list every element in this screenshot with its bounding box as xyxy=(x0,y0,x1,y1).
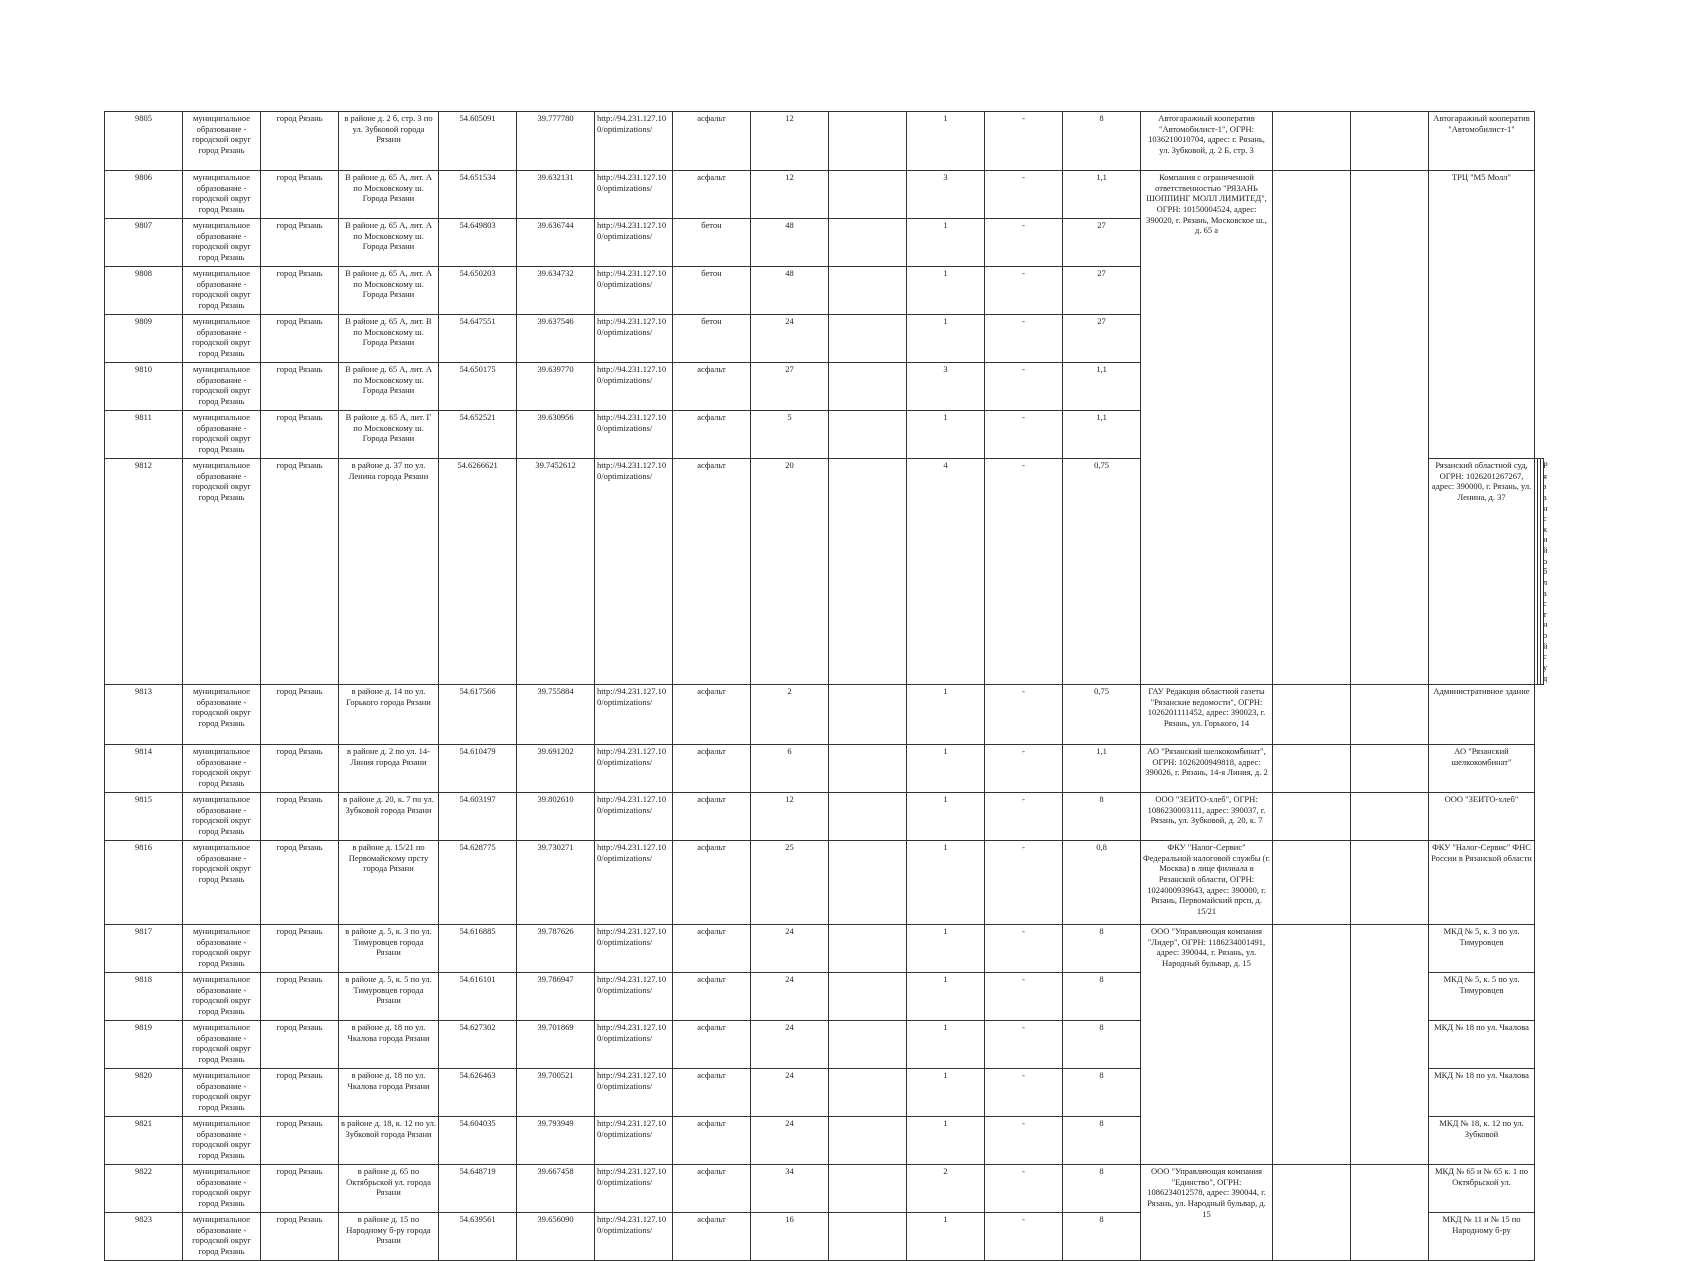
surface-cell: асфальт xyxy=(673,793,751,841)
surface-cell: асфальт xyxy=(673,171,751,219)
longitude-cell: 39.802610 xyxy=(517,793,595,841)
city-cell: город Рязань xyxy=(261,685,339,745)
surface-cell: асфальт xyxy=(673,1117,751,1165)
address-cell: в районе д. 18 по ул. Чкалова города Рязани xyxy=(339,1021,439,1069)
latitude-cell: 54.626463 xyxy=(439,1069,517,1117)
area-cell: 24 xyxy=(751,973,829,1021)
empty-cell xyxy=(1273,685,1351,745)
source-object-cell: МКД № 11 и № 15 по Народному б-ру xyxy=(1429,1213,1535,1261)
map-link-cell[interactable]: http://94.231.127.100/optimizations/ xyxy=(595,315,673,363)
empty-cell xyxy=(1273,1165,1351,1261)
latitude-cell: 54.627302 xyxy=(439,1021,517,1069)
table-row xyxy=(105,685,1544,745)
longitude-cell: 39.793949 xyxy=(517,1117,595,1165)
address-cell: в районе д. 15 по Народному б-ру города Рязани xyxy=(339,1213,439,1261)
map-link-cell[interactable]: http://94.231.127.100/optimizations/ xyxy=(595,1069,673,1117)
latitude-cell: 54.652521 xyxy=(439,411,517,459)
container-count-cell: 3 xyxy=(907,363,985,411)
area-cell: 5 xyxy=(751,411,829,459)
area-cell: 24 xyxy=(751,315,829,363)
city-cell: город Рязань xyxy=(261,171,339,219)
volume-cell: 1,1 xyxy=(1063,171,1141,219)
city-cell: город Рязань xyxy=(261,973,339,1021)
dash-cell: - xyxy=(985,1117,1063,1165)
map-link-cell[interactable]: http://94.231.127.100/optimizations/ xyxy=(595,1165,673,1213)
row-number-cell: 9811 xyxy=(105,411,183,459)
volume-cell: 8 xyxy=(1063,973,1141,1021)
map-link-cell[interactable]: http://94.231.127.100/optimizations/ xyxy=(595,973,673,1021)
empty-cell xyxy=(829,841,907,925)
empty-cell xyxy=(829,1069,907,1117)
area-cell: 12 xyxy=(751,171,829,219)
latitude-cell: 54.649803 xyxy=(439,219,517,267)
map-link-cell[interactable]: http://94.231.127.100/optimizations/ xyxy=(595,267,673,315)
container-count-cell: 1 xyxy=(907,1213,985,1261)
municipality-cell: муниципальное образование - городской округ город Рязань xyxy=(183,315,261,363)
dash-cell: - xyxy=(985,171,1063,219)
table-row xyxy=(105,1165,1544,1213)
empty-cell xyxy=(829,1165,907,1213)
volume-cell: 8 xyxy=(1063,112,1141,171)
latitude-cell: 54.650203 xyxy=(439,267,517,315)
municipality-cell: муниципальное образование - городской округ город Рязань xyxy=(183,112,261,171)
city-cell: город Рязань xyxy=(261,112,339,171)
area-cell: 6 xyxy=(751,745,829,793)
container-count-cell: 1 xyxy=(907,219,985,267)
volume-cell: 8 xyxy=(1063,1165,1141,1213)
address-cell: в районе д. 14 по ул. Горького города Рязани xyxy=(339,685,439,745)
owner-cell: ГАУ Редакция областной газеты "Рязанские ведомости", ОГРН: 1026201111452, адрес: 390023, г. Рязань, ул. Горького, 14 xyxy=(1141,685,1273,745)
row-number-cell: 9816 xyxy=(105,841,183,925)
longitude-cell: 39.637546 xyxy=(517,315,595,363)
surface-cell: асфальт xyxy=(673,745,751,793)
address-cell: в районе д. 20, к. 7 по ул. Зубковой города Рязани xyxy=(339,793,439,841)
source-object-cell: Административное здание xyxy=(1429,685,1535,745)
municipality-cell: муниципальное образование - городской округ город Рязань xyxy=(183,459,261,685)
latitude-cell: 54.647551 xyxy=(439,315,517,363)
surface-cell: асфальт xyxy=(673,1069,751,1117)
area-cell: 16 xyxy=(751,1213,829,1261)
table-body xyxy=(105,112,1548,1261)
surface-cell: асфальт xyxy=(673,411,751,459)
source-object-cell: ФКУ "Налог-Сервис" ФНС России в Рязанской области xyxy=(1429,841,1535,925)
surface-cell: бетон xyxy=(673,315,751,363)
container-count-cell: 1 xyxy=(907,1021,985,1069)
latitude-cell: 54.650175 xyxy=(439,363,517,411)
empty-cell xyxy=(829,459,907,685)
city-cell: город Рязань xyxy=(261,841,339,925)
empty-cell xyxy=(1351,841,1429,925)
latitude-cell: 54.6266621 xyxy=(439,459,517,685)
surface-cell: бетон xyxy=(673,267,751,315)
municipality-cell: муниципальное образование - городской округ город Рязань xyxy=(183,1213,261,1261)
table-row xyxy=(105,112,1544,171)
row-number-cell: 9805 xyxy=(105,112,183,171)
map-link-cell[interactable]: http://94.231.127.100/optimizations/ xyxy=(595,841,673,925)
source-object-cell: ООО "ЗЕИТО-хлеб" xyxy=(1429,793,1535,841)
source-object-cell: МКД № 18 по ул. Чкалова xyxy=(1429,1069,1535,1117)
longitude-cell: 39.634732 xyxy=(517,267,595,315)
row-number-cell: 9807 xyxy=(105,219,183,267)
area-cell: 24 xyxy=(751,1069,829,1117)
volume-cell: 8 xyxy=(1063,793,1141,841)
volume-cell: 8 xyxy=(1063,1213,1141,1261)
map-link-cell[interactable]: http://94.231.127.100/optimizations/ xyxy=(595,685,673,745)
dash-cell: - xyxy=(985,1069,1063,1117)
volume-cell: 1,1 xyxy=(1063,745,1141,793)
area-cell: 27 xyxy=(751,363,829,411)
municipality-cell: муниципальное образование - городской округ город Рязань xyxy=(183,411,261,459)
map-link-cell[interactable]: http://94.231.127.100/optimizations/ xyxy=(595,112,673,171)
empty-cell xyxy=(1273,841,1351,925)
empty-cell xyxy=(829,793,907,841)
row-number-cell: 9821 xyxy=(105,1117,183,1165)
address-cell: В районе д. 65 А, лит. А по Московскому ш. Города Рязани xyxy=(339,267,439,315)
longitude-cell: 39.639770 xyxy=(517,363,595,411)
empty-cell xyxy=(1273,793,1351,841)
address-cell: в районе д. 5, к. 3 по ул. Тимуровцев города Рязани xyxy=(339,925,439,973)
area-cell: 25 xyxy=(751,841,829,925)
container-count-cell: 1 xyxy=(907,315,985,363)
volume-cell: 27 xyxy=(1063,219,1141,267)
source-object-cell: ТРЦ "М5 Молл" xyxy=(1429,171,1535,459)
empty-cell xyxy=(829,1021,907,1069)
dash-cell: - xyxy=(985,219,1063,267)
city-cell: город Рязань xyxy=(261,745,339,793)
volume-cell: 0,8 xyxy=(1063,841,1141,925)
area-cell: 34 xyxy=(751,1165,829,1213)
container-count-cell: 1 xyxy=(907,411,985,459)
city-cell: город Рязань xyxy=(261,1117,339,1165)
dash-cell: - xyxy=(985,315,1063,363)
surface-cell: асфальт xyxy=(673,1213,751,1261)
city-cell: город Рязань xyxy=(261,1213,339,1261)
empty-cell xyxy=(829,112,907,171)
area-cell: 12 xyxy=(751,112,829,171)
area-cell: 24 xyxy=(751,925,829,973)
city-cell: город Рязань xyxy=(261,219,339,267)
longitude-cell: 39.667458 xyxy=(517,1165,595,1213)
container-count-cell: 2 xyxy=(907,1165,985,1213)
container-count-cell: 3 xyxy=(907,171,985,219)
address-cell: в районе д. 18 по ул. Чкалова города Рязани xyxy=(339,1069,439,1117)
address-cell: в районе д. 37 по ул. Ленина города Рязани xyxy=(339,459,439,685)
empty-cell xyxy=(829,925,907,973)
longitude-cell: 39.777780 xyxy=(517,112,595,171)
surface-cell: асфальт xyxy=(673,363,751,411)
empty-cell xyxy=(829,411,907,459)
container-count-cell: 1 xyxy=(907,112,985,171)
empty-cell xyxy=(829,973,907,1021)
row-number-cell: 9820 xyxy=(105,1069,183,1117)
dash-cell: - xyxy=(985,973,1063,1021)
source-object-cell: АО "Рязанский шелкокомбинат" xyxy=(1429,745,1535,793)
longitude-cell: 39.7452612 xyxy=(517,459,595,685)
source-object-cell: МКД № 18, к. 12 по ул. Зубковой xyxy=(1429,1117,1535,1165)
table-row xyxy=(105,841,1544,925)
longitude-cell: 39.630956 xyxy=(517,411,595,459)
dash-cell: - xyxy=(985,267,1063,315)
dash-cell: - xyxy=(985,112,1063,171)
empty-cell xyxy=(1351,1165,1429,1261)
owner-cell: ФКУ "Налог-Сервис" Федеральной налоговой службы (г. Москва) в лице филиала в Рязанской области, ОГРН: 1024000939643, адрес: 390000, г. Рязань, Первомайский прсп, д. 15/21 xyxy=(1141,841,1273,925)
volume-cell: 1,1 xyxy=(1063,363,1141,411)
container-count-cell: 1 xyxy=(907,745,985,793)
volume-cell: 1,1 xyxy=(1063,411,1141,459)
container-count-cell: 1 xyxy=(907,793,985,841)
empty-cell xyxy=(1351,745,1429,793)
empty-cell xyxy=(829,1213,907,1261)
city-cell: город Рязань xyxy=(261,925,339,973)
dash-cell: - xyxy=(985,793,1063,841)
longitude-cell: 39.730271 xyxy=(517,841,595,925)
longitude-cell: 39.636744 xyxy=(517,219,595,267)
latitude-cell: 54.651534 xyxy=(439,171,517,219)
row-number-cell: 9822 xyxy=(105,1165,183,1213)
table-row xyxy=(105,793,1544,841)
longitude-cell: 39.632131 xyxy=(517,171,595,219)
longitude-cell: 39.786947 xyxy=(517,973,595,1021)
city-cell: город Рязань xyxy=(261,363,339,411)
map-link-cell[interactable]: http://94.231.127.100/optimizations/ xyxy=(595,1213,673,1261)
volume-cell: 8 xyxy=(1063,1021,1141,1069)
address-cell: в районе д. 2 б, стр. 3 по ул. Зубковой города Рязани xyxy=(339,112,439,171)
latitude-cell: 54.610479 xyxy=(439,745,517,793)
latitude-cell: 54.648719 xyxy=(439,1165,517,1213)
map-link-cell[interactable]: http://94.231.127.100/optimizations/ xyxy=(595,793,673,841)
longitude-cell: 39.755884 xyxy=(517,685,595,745)
latitude-cell: 54.603197 xyxy=(439,793,517,841)
empty-cell xyxy=(1273,745,1351,793)
row-number-cell: 9810 xyxy=(105,363,183,411)
owner-cell: Компания с ограниченной ответственностью "РЯЗАНЬ ШОППИНГ МОЛЛ ЛИМИТЕД", ОГРН: 10150004524, адрес: 390020, г. Рязань, Московское ш., д. 65 а xyxy=(1141,171,1273,685)
table-row xyxy=(105,745,1544,793)
dash-cell: - xyxy=(985,1213,1063,1261)
volume-cell: 27 xyxy=(1063,315,1141,363)
container-count-cell: 1 xyxy=(907,685,985,745)
owner-cell: Рязанский областной суд, ОГРН: 1026201267267, адрес: 390000, г. Рязань, ул. Ленина, д. 37 xyxy=(1429,459,1535,685)
dash-cell: - xyxy=(985,1021,1063,1069)
empty-cell xyxy=(829,1117,907,1165)
dash-cell: - xyxy=(985,363,1063,411)
owner-cell: АО "Рязанский шелкокомбинат", ОГРН: 1026200949818, адрес: 390026, г. Рязань, 14-я Линия, д. 2 xyxy=(1141,745,1273,793)
volume-cell: 8 xyxy=(1063,1069,1141,1117)
dash-cell: - xyxy=(985,685,1063,745)
address-cell: В районе д. 65 А, лит. В по Московскому ш. Города Рязани xyxy=(339,315,439,363)
source-object-cell: Автогаражный кооператив "Автомобилист-1" xyxy=(1429,112,1535,171)
row-number-cell: 9818 xyxy=(105,973,183,1021)
city-cell: город Рязань xyxy=(261,793,339,841)
container-count-cell: 4 xyxy=(907,459,985,685)
empty-cell xyxy=(1351,793,1429,841)
city-cell: город Рязань xyxy=(261,459,339,685)
row-number-cell: 9812 xyxy=(105,459,183,685)
area-cell: 20 xyxy=(751,459,829,685)
address-cell: В районе д. 65 А, лит. А по Московскому ш. Города Рязани xyxy=(339,219,439,267)
row-number-cell: 9817 xyxy=(105,925,183,973)
row-number-cell: 9819 xyxy=(105,1021,183,1069)
city-cell: город Рязань xyxy=(261,1021,339,1069)
empty-cell xyxy=(1273,925,1351,1165)
owner-cell: ООО "Управляющая компания "Единство", ОГРН: 1086234012578, адрес: 390044, г. Рязань, ул. Народный бульвар, д. 15 xyxy=(1141,1165,1273,1261)
address-cell: В районе д. 65 А, лит. А по Московскому ш. Города Рязани xyxy=(339,363,439,411)
municipality-cell: муниципальное образование - городской округ город Рязань xyxy=(183,745,261,793)
municipality-cell: муниципальное образование - городской округ город Рязань xyxy=(183,841,261,925)
empty-cell xyxy=(1351,925,1429,1165)
empty-cell xyxy=(1273,171,1351,685)
longitude-cell: 39.701869 xyxy=(517,1021,595,1069)
map-link-cell[interactable]: http://94.231.127.100/optimizations/ xyxy=(595,745,673,793)
dash-cell: - xyxy=(985,1165,1063,1213)
empty-cell xyxy=(829,685,907,745)
volume-cell: 8 xyxy=(1063,925,1141,973)
container-count-cell: 1 xyxy=(907,1117,985,1165)
dash-cell: - xyxy=(985,411,1063,459)
empty-cell xyxy=(1351,112,1429,171)
surface-cell: асфальт xyxy=(673,459,751,685)
container-count-cell: 1 xyxy=(907,267,985,315)
row-number-cell: 9809 xyxy=(105,315,183,363)
owner-cell: ООО "ЗЕИТО-хлеб", ОГРН: 1086230003111, адрес: 390037, г. Рязань, ул. Зубковой, д. 20, к. 7 xyxy=(1141,793,1273,841)
longitude-cell: 39.700521 xyxy=(517,1069,595,1117)
dash-cell: - xyxy=(985,745,1063,793)
empty-cell xyxy=(829,267,907,315)
latitude-cell: 54.604035 xyxy=(439,1117,517,1165)
container-count-cell: 1 xyxy=(907,841,985,925)
address-cell: в районе д. 5, к. 5 по ул. Тимуровцев города Рязани xyxy=(339,973,439,1021)
address-cell: в районе д. 18, к. 12 по ул. Зубковой города Рязани xyxy=(339,1117,439,1165)
row-number-cell: 9813 xyxy=(105,685,183,745)
dash-cell: - xyxy=(985,841,1063,925)
municipality-cell: муниципальное образование - городской округ город Рязань xyxy=(183,219,261,267)
address-cell: в районе д. 2 по ул. 14-Линия города Рязани xyxy=(339,745,439,793)
city-cell: город Рязань xyxy=(261,1165,339,1213)
municipality-cell: муниципальное образование - городской округ город Рязань xyxy=(183,1069,261,1117)
row-number-cell: 9806 xyxy=(105,171,183,219)
municipality-cell: муниципальное образование - городской округ город Рязань xyxy=(183,1117,261,1165)
empty-cell xyxy=(829,171,907,219)
longitude-cell: 39.656090 xyxy=(517,1213,595,1261)
municipality-cell: муниципальное образование - городской округ город Рязань xyxy=(183,267,261,315)
latitude-cell: 54.616101 xyxy=(439,973,517,1021)
container-count-cell: 1 xyxy=(907,925,985,973)
table-row xyxy=(105,925,1544,973)
municipality-cell: муниципальное образование - городской округ город Рязань xyxy=(183,685,261,745)
row-number-cell: 9814 xyxy=(105,745,183,793)
dash-cell: - xyxy=(985,925,1063,973)
owner-cell: ООО "Управляющая компания "Лидер", ОГРН: 1186234001491, адрес: 390044, г. Рязань, ул. Народный бульвар, д. 15 xyxy=(1141,925,1273,1165)
longitude-cell: 39.787626 xyxy=(517,925,595,973)
longitude-cell: 39.691202 xyxy=(517,745,595,793)
map-link-cell[interactable]: http://94.231.127.100/optimizations/ xyxy=(595,1021,673,1069)
empty-cell xyxy=(829,745,907,793)
address-cell: в районе д. 65 по Октябрьской ул. города Рязани xyxy=(339,1165,439,1213)
map-link-cell[interactable]: http://94.231.127.100/optimizations/ xyxy=(595,411,673,459)
source-object-cell: МКД № 5, к. 5 по ул. Тимуровцев xyxy=(1429,973,1535,1021)
source-object-cell: МКД № 18 по ул. Чкалова xyxy=(1429,1021,1535,1069)
volume-cell: 0,75 xyxy=(1063,685,1141,745)
area-cell: 48 xyxy=(751,267,829,315)
registry-table xyxy=(104,111,1548,1261)
city-cell: город Рязань xyxy=(261,267,339,315)
source-object-cell: МКД № 5, к. 3 по ул. Тимуровцев xyxy=(1429,925,1535,973)
latitude-cell: 54.639561 xyxy=(439,1213,517,1261)
empty-cell xyxy=(1351,171,1429,685)
surface-cell: асфальт xyxy=(673,685,751,745)
empty-cell xyxy=(829,315,907,363)
empty-cell xyxy=(829,219,907,267)
source-object-cell: Рязанский областной суд xyxy=(1541,459,1544,685)
map-link-cell[interactable]: http://94.231.127.100/optimizations/ xyxy=(595,925,673,973)
surface-cell: асфальт xyxy=(673,841,751,925)
latitude-cell: 54.617566 xyxy=(439,685,517,745)
area-cell: 2 xyxy=(751,685,829,745)
area-cell: 24 xyxy=(751,1021,829,1069)
container-count-cell: 1 xyxy=(907,1069,985,1117)
owner-cell: Автогаражный кооператив "Автомобилист-1", ОГРН: 1036210010704, адрес: г. Рязань, ул. Зубковой, д. 2 Б, стр. 3 xyxy=(1141,112,1273,171)
surface-cell: бетон xyxy=(673,219,751,267)
city-cell: город Рязань xyxy=(261,1069,339,1117)
volume-cell: 8 xyxy=(1063,1117,1141,1165)
empty-cell xyxy=(1273,112,1351,171)
row-number-cell: 9808 xyxy=(105,267,183,315)
map-link-cell[interactable]: http://94.231.127.100/optimizations/ xyxy=(595,363,673,411)
row-number-cell: 9823 xyxy=(105,1213,183,1261)
surface-cell: асфальт xyxy=(673,1165,751,1213)
volume-cell: 0,75 xyxy=(1063,459,1141,685)
municipality-cell: муниципальное образование - городской округ город Рязань xyxy=(183,973,261,1021)
area-cell: 48 xyxy=(751,219,829,267)
surface-cell: асфальт xyxy=(673,925,751,973)
surface-cell: асфальт xyxy=(673,973,751,1021)
area-cell: 12 xyxy=(751,793,829,841)
map-link-cell[interactable]: http://94.231.127.100/optimizations/ xyxy=(595,459,673,685)
map-link-cell[interactable]: http://94.231.127.100/optimizations/ xyxy=(595,219,673,267)
municipality-cell: муниципальное образование - городской округ город Рязань xyxy=(183,1021,261,1069)
empty-cell xyxy=(829,363,907,411)
source-object-cell: МКД № 65 и № 65 к. 1 по Октябрьской ул. xyxy=(1429,1165,1535,1213)
surface-cell: асфальт xyxy=(673,1021,751,1069)
latitude-cell: 54.628775 xyxy=(439,841,517,925)
city-cell: город Рязань xyxy=(261,411,339,459)
address-cell: в районе д. 15/21 по Первомайскому прсту города Рязани xyxy=(339,841,439,925)
municipality-cell: муниципальное образование - городской округ город Рязань xyxy=(183,171,261,219)
row-number-cell: 9815 xyxy=(105,793,183,841)
municipality-cell: муниципальное образование - городской округ город Рязань xyxy=(183,1165,261,1213)
municipality-cell: муниципальное образование - городской округ город Рязань xyxy=(183,363,261,411)
map-link-cell[interactable]: http://94.231.127.100/optimizations/ xyxy=(595,1117,673,1165)
latitude-cell: 54.616885 xyxy=(439,925,517,973)
empty-cell xyxy=(1351,685,1429,745)
latitude-cell: 54.605091 xyxy=(439,112,517,171)
address-cell: В районе д. 65 А, лит. Г по Московскому ш. Города Рязани xyxy=(339,411,439,459)
area-cell: 24 xyxy=(751,1117,829,1165)
volume-cell: 27 xyxy=(1063,267,1141,315)
dash-cell: - xyxy=(985,459,1063,685)
city-cell: город Рязань xyxy=(261,315,339,363)
municipality-cell: муниципальное образование - городской округ город Рязань xyxy=(183,925,261,973)
address-cell: В районе д. 65 А, лит. А по Московскому ш. Города Рязани xyxy=(339,171,439,219)
container-count-cell: 1 xyxy=(907,973,985,1021)
municipality-cell: муниципальное образование - городской округ город Рязань xyxy=(183,793,261,841)
surface-cell: асфальт xyxy=(673,112,751,171)
map-link-cell[interactable]: http://94.231.127.100/optimizations/ xyxy=(595,171,673,219)
table-row xyxy=(105,171,1544,219)
